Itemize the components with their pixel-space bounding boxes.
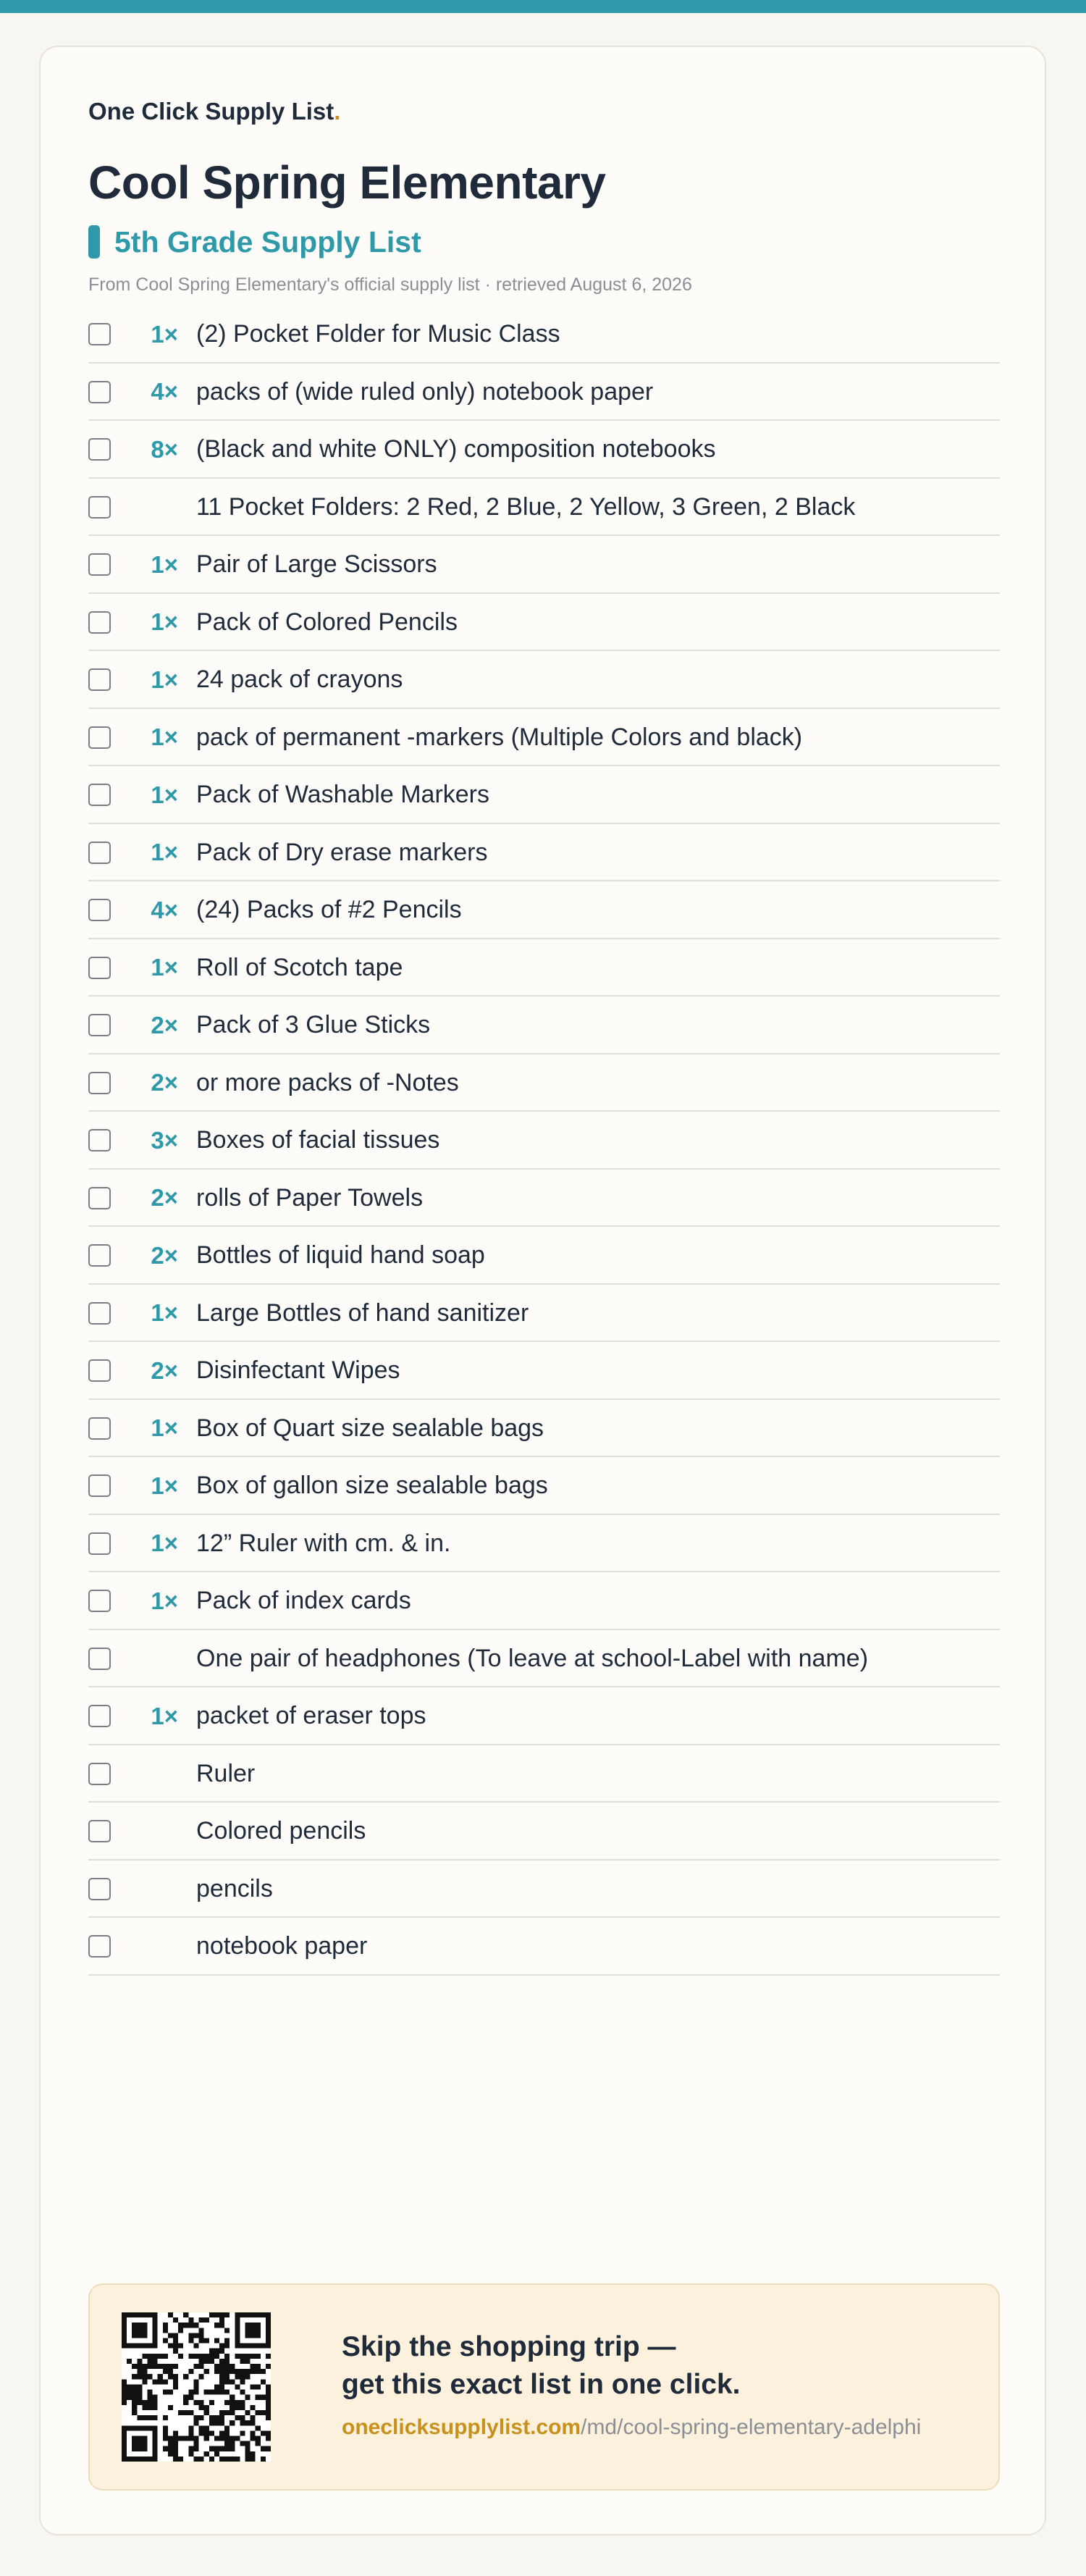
item-label: 24 pack of crayons bbox=[196, 666, 403, 694]
item-checkbox[interactable] bbox=[88, 1244, 111, 1267]
item-label: packs of (wide ruled only) notebook paper bbox=[196, 377, 654, 406]
list-item[interactable] bbox=[88, 594, 1000, 652]
list-item[interactable] bbox=[88, 881, 1000, 939]
list-item[interactable] bbox=[88, 421, 1000, 479]
item-label: (2) Pocket Folder for Music Class bbox=[196, 320, 560, 348]
list-item[interactable] bbox=[88, 1860, 1000, 1918]
item-quantity: 1× bbox=[151, 320, 178, 348]
item-label: Ruler bbox=[196, 1759, 256, 1787]
supply-list bbox=[88, 306, 1000, 1976]
list-item[interactable] bbox=[88, 1400, 1000, 1458]
item-label: notebook paper bbox=[196, 1932, 368, 1960]
item-checkbox[interactable] bbox=[88, 1705, 111, 1727]
list-item[interactable] bbox=[88, 709, 1000, 767]
list-item[interactable] bbox=[88, 1342, 1000, 1400]
item-checkbox[interactable] bbox=[88, 438, 111, 461]
item-label: packet of eraser tops bbox=[196, 1702, 426, 1730]
item-quantity: 1× bbox=[151, 781, 178, 808]
item-label: 12” Ruler with cm. & in. bbox=[196, 1529, 451, 1557]
supply-list-card bbox=[39, 46, 1046, 2535]
item-label: (Black and white ONLY) composition notebooks bbox=[196, 435, 716, 463]
item-label: pencils bbox=[196, 1874, 273, 1902]
item-label: Pack of Dry erase markers bbox=[196, 838, 488, 866]
list-item[interactable] bbox=[88, 939, 1000, 997]
list-item[interactable] bbox=[88, 364, 1000, 421]
item-checkbox[interactable] bbox=[88, 496, 111, 519]
list-item[interactable] bbox=[88, 479, 1000, 537]
item-checkbox[interactable] bbox=[88, 1417, 111, 1440]
list-item[interactable] bbox=[88, 1572, 1000, 1630]
list-item[interactable] bbox=[88, 1054, 1000, 1112]
item-checkbox[interactable] bbox=[88, 611, 111, 634]
item-checkbox[interactable] bbox=[88, 726, 111, 749]
item-quantity: 2× bbox=[151, 1069, 178, 1096]
item-quantity: 8× bbox=[151, 435, 178, 463]
item-quantity: 1× bbox=[151, 1472, 178, 1499]
item-label: or more packs of -Notes bbox=[196, 1068, 459, 1096]
list-item[interactable] bbox=[88, 1227, 1000, 1285]
item-quantity: 1× bbox=[151, 723, 178, 751]
item-label: Boxes of facial tissues bbox=[196, 1126, 440, 1154]
item-quantity: 2× bbox=[151, 1356, 178, 1384]
item-checkbox[interactable] bbox=[88, 668, 111, 691]
item-checkbox[interactable] bbox=[88, 1014, 111, 1036]
item-checkbox[interactable] bbox=[88, 842, 111, 864]
list-item[interactable] bbox=[88, 997, 1000, 1054]
item-label: Pair of Large Scissors bbox=[196, 550, 437, 579]
item-checkbox[interactable] bbox=[88, 553, 111, 576]
item-checkbox[interactable] bbox=[88, 1878, 111, 1900]
list-item[interactable] bbox=[88, 306, 1000, 364]
promo-link[interactable] bbox=[342, 2415, 921, 2440]
item-quantity: 1× bbox=[151, 608, 178, 636]
item-checkbox[interactable] bbox=[88, 1359, 111, 1382]
list-item[interactable] bbox=[88, 824, 1000, 882]
item-quantity: 1× bbox=[151, 1702, 178, 1729]
brand-dot: . bbox=[334, 98, 341, 125]
school-name: Cool Spring Elementary bbox=[88, 156, 606, 209]
item-checkbox[interactable] bbox=[88, 1129, 111, 1151]
list-item[interactable] bbox=[88, 1687, 1000, 1745]
item-quantity: 1× bbox=[151, 1530, 178, 1557]
list-item[interactable] bbox=[88, 1285, 1000, 1343]
promo-url-path: /md/cool-spring-elementary-adelphi bbox=[581, 2415, 922, 2439]
item-checkbox[interactable] bbox=[88, 1474, 111, 1497]
item-quantity: 4× bbox=[151, 896, 178, 923]
brand-logo[interactable] bbox=[88, 98, 340, 125]
grade-title: 5th Grade Supply List bbox=[114, 225, 421, 259]
source-note: From Cool Spring Elementary's official supply list · retrieved August 6, 2026 bbox=[88, 274, 692, 295]
item-checkbox[interactable] bbox=[88, 1820, 111, 1842]
item-checkbox[interactable] bbox=[88, 784, 111, 806]
item-checkbox[interactable] bbox=[88, 1302, 111, 1325]
item-quantity: 1× bbox=[151, 666, 178, 693]
item-label: (24) Packs of #2 Pencils bbox=[196, 896, 462, 924]
item-quantity: 2× bbox=[151, 1011, 178, 1039]
item-label: pack of permanent -markers (Multiple Colors and black) bbox=[196, 723, 803, 751]
list-item[interactable] bbox=[88, 1112, 1000, 1170]
item-checkbox[interactable] bbox=[88, 1590, 111, 1612]
list-item[interactable] bbox=[88, 766, 1000, 824]
item-label: Large Bottles of hand sanitizer bbox=[196, 1299, 529, 1327]
item-quantity: 1× bbox=[151, 839, 178, 866]
list-item[interactable] bbox=[88, 1918, 1000, 1976]
list-item[interactable] bbox=[88, 1630, 1000, 1688]
item-label: Bottles of liquid hand soap bbox=[196, 1241, 485, 1270]
list-item[interactable] bbox=[88, 1803, 1000, 1860]
item-checkbox[interactable] bbox=[88, 899, 111, 921]
item-label: Pack of 3 Glue Sticks bbox=[196, 1011, 431, 1039]
item-quantity: 2× bbox=[151, 1241, 178, 1269]
item-quantity: 1× bbox=[151, 954, 178, 981]
list-item[interactable] bbox=[88, 1515, 1000, 1573]
brand-name: One Click Supply List bbox=[88, 98, 334, 125]
list-item[interactable] bbox=[88, 536, 1000, 594]
top-accent-bar bbox=[0, 0, 1086, 13]
item-label: Roll of Scotch tape bbox=[196, 953, 403, 981]
item-label: 11 Pocket Folders: 2 Red, 2 Blue, 2 Yellow, 3 Green, 2 Black bbox=[196, 492, 856, 521]
item-checkbox[interactable] bbox=[88, 1648, 111, 1670]
promo-headline-2: get this exact list in one click. bbox=[342, 2369, 741, 2400]
item-label: Pack of Colored Pencils bbox=[196, 608, 458, 636]
promo-headline-1: Skip the shopping trip — bbox=[342, 2331, 676, 2362]
item-checkbox[interactable] bbox=[88, 323, 111, 345]
item-checkbox[interactable] bbox=[88, 1763, 111, 1785]
item-quantity: 1× bbox=[151, 1414, 178, 1442]
item-quantity: 1× bbox=[151, 1587, 178, 1614]
grade-heading bbox=[88, 225, 421, 259]
list-item[interactable] bbox=[88, 1745, 1000, 1803]
promo-banner[interactable] bbox=[88, 2283, 1000, 2491]
grade-marker-bar bbox=[88, 225, 100, 259]
item-quantity: 3× bbox=[151, 1126, 178, 1154]
item-label: Disinfectant Wipes bbox=[196, 1356, 400, 1385]
item-label: Box of gallon size sealable bags bbox=[196, 1472, 548, 1500]
item-label: One pair of headphones (To leave at school-Label with name) bbox=[196, 1644, 869, 1672]
item-checkbox[interactable] bbox=[88, 1935, 111, 1958]
list-item[interactable] bbox=[88, 1457, 1000, 1515]
list-item[interactable] bbox=[88, 1170, 1000, 1228]
item-label: Pack of index cards bbox=[196, 1587, 411, 1615]
item-checkbox[interactable] bbox=[88, 1187, 111, 1209]
promo-url-domain: oneclicksupplylist.com bbox=[342, 2415, 581, 2439]
item-label: Pack of Washable Markers bbox=[196, 781, 489, 809]
item-checkbox[interactable] bbox=[88, 381, 111, 403]
item-quantity: 2× bbox=[151, 1184, 178, 1212]
qr-code-icon[interactable] bbox=[122, 2312, 271, 2462]
item-checkbox[interactable] bbox=[88, 1532, 111, 1555]
item-label: Box of Quart size sealable bags bbox=[196, 1414, 544, 1442]
item-label: Colored pencils bbox=[196, 1817, 366, 1845]
item-quantity: 1× bbox=[151, 1299, 178, 1327]
item-label: rolls of Paper Towels bbox=[196, 1183, 424, 1212]
item-checkbox[interactable] bbox=[88, 1072, 111, 1094]
item-quantity: 4× bbox=[151, 378, 178, 406]
list-item[interactable] bbox=[88, 651, 1000, 709]
item-checkbox[interactable] bbox=[88, 957, 111, 979]
item-quantity: 1× bbox=[151, 550, 178, 578]
